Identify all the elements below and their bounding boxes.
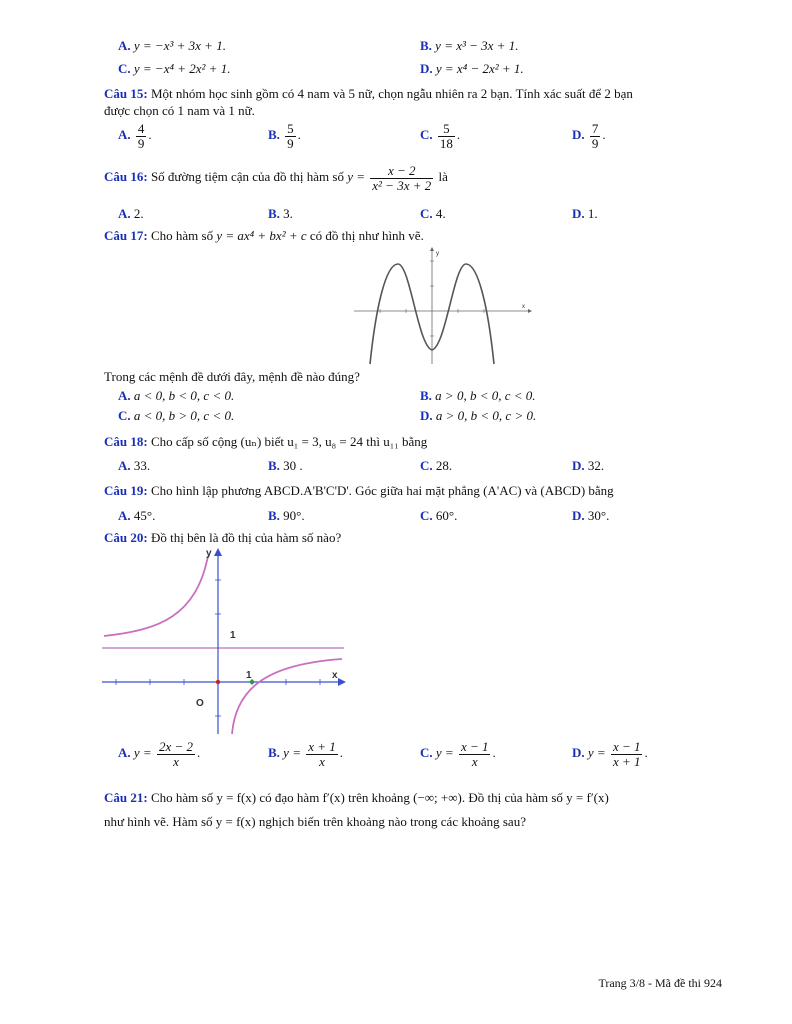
- question-text: Đồ thị bên là đồ thị của hàm số nào?: [150, 530, 342, 545]
- fraction: $\frac{2x - 2}{x}$: [158, 739, 193, 769]
- page-footer: Trang 3/8 - Mã đề thi 924: [598, 976, 722, 990]
- fraction: $\frac{4}{9}$: [137, 121, 145, 151]
- q16-option-c[interactable]: C. 4.: [420, 206, 446, 221]
- option-text: y = x³ − 3x + 1.: [435, 38, 519, 53]
- option-label: B.: [268, 127, 280, 143]
- q20-hyperbola-graph: [100, 546, 346, 736]
- q15-option-d[interactable]: D. $\frac{7}{9}$ .: [572, 121, 606, 151]
- q20-text: [104, 530, 341, 546]
- question-text-line2: như hình vẽ. Hàm số y = f(x) nghịch biến trên khoảng nào trong các khoảng sau?: [104, 814, 526, 829]
- fraction: $\frac{x + 1}{x}$: [308, 739, 336, 769]
- svg-text:x: x: [522, 304, 525, 310]
- question-text-line2: được chọn có 1 nam và 1 nữ.: [104, 103, 255, 118]
- question-number: Câu 17:: [104, 228, 148, 243]
- option-text: y = −x³ + 3x + 1.: [133, 38, 226, 53]
- q18-option-b[interactable]: B. 30 .: [268, 458, 303, 473]
- svg-text:y: y: [436, 251, 439, 257]
- q15-option-b[interactable]: B. $\frac{5}{9}$ .: [268, 121, 301, 151]
- option-label: A.: [118, 38, 131, 53]
- fraction: $\frac{5}{9}$: [287, 121, 294, 151]
- q14-option-b[interactable]: [420, 38, 518, 54]
- svg-text:1: 1: [230, 630, 236, 641]
- question-text: Cho hình lập phương ABCD.A'B'C'D'. Góc giữa hai mặt phẳng (A'AC) và (ABCD) bằng: [150, 483, 614, 498]
- question-number: Câu 15:: [104, 86, 148, 101]
- question-text-line1: Cho hàm số y = f(x) có đạo hàm f′(x) trên khoảng (−∞; +∞). Đồ thị của hàm số y = f′(x): [150, 790, 609, 805]
- q19-option-a[interactable]: A. 45°.: [118, 508, 156, 523]
- question-number: Câu 21:: [104, 790, 148, 805]
- q18-text: [104, 434, 427, 450]
- q17-prompt: Trong các mệnh đề dưới đây, mệnh đề nào đúng?: [104, 369, 360, 384]
- option-label: C.: [118, 61, 131, 76]
- q15-option-c[interactable]: C. $\frac{5}{18}$ .: [420, 121, 461, 151]
- q16-option-d[interactable]: D. 1.: [572, 206, 598, 221]
- q17-option-c[interactable]: C. a < 0, b > 0, c < 0.: [118, 408, 235, 423]
- option-label: D.: [572, 127, 585, 143]
- q17-option-a[interactable]: A. a < 0, b < 0, c < 0.: [118, 388, 235, 403]
- question-number: Câu 20:: [104, 530, 148, 545]
- q20-option-b[interactable]: B. y = $\frac{x + 1}{x}$ .: [268, 739, 344, 769]
- q14-option-d[interactable]: [420, 61, 524, 77]
- question-number: Câu 18:: [104, 434, 148, 449]
- question-number: Câu 19:: [104, 483, 148, 498]
- q15-text: [104, 85, 704, 119]
- q20-option-a[interactable]: A. y = $\frac{2x - 2}{x}$ .: [118, 739, 201, 769]
- question-text: Cho cấp số cộng (uₙ) biết u₁ = 3, u₈ = 24 thì u₁₁ bằng: [150, 434, 428, 449]
- question-number: Câu 16:: [104, 169, 148, 185]
- question-text-line1: Một nhóm học sinh gồm có 4 nam và 5 nữ, chọn ngẫu nhiên ra 2 bạn. Tính xác suất để 2 bạn: [150, 86, 633, 101]
- svg-text:x: x: [332, 670, 338, 681]
- svg-text:O: O: [196, 698, 204, 709]
- svg-text:y: y: [206, 548, 212, 559]
- q16-option-b[interactable]: B. 3.: [268, 206, 293, 221]
- left-branch: [104, 556, 208, 636]
- q14-option-a[interactable]: [118, 38, 226, 54]
- q19-option-d[interactable]: D. 30°.: [572, 508, 610, 523]
- q20-option-c[interactable]: C. y = $\frac{x - 1}{x}$ .: [420, 739, 496, 769]
- option-label: B.: [420, 38, 432, 53]
- q17-text: Câu 17: Cho hàm số y = ax⁴ + bx² + c có đồ thị như hình vẽ.: [104, 228, 424, 243]
- q16-text: Câu 16: Số đường tiệm cận của đồ thị hàm số y = $\frac{x - 2}{\text{x² − 3x + 2}}$ là: [104, 163, 448, 193]
- q17-quartic-graph: [352, 246, 532, 366]
- origin-point: [216, 680, 220, 684]
- option-label: A.: [118, 127, 131, 143]
- q18-option-c[interactable]: C. 28.: [420, 458, 453, 473]
- q19-option-c[interactable]: C. 60°.: [420, 508, 458, 523]
- option-text: y = x⁴ − 2x² + 1.: [435, 61, 524, 76]
- q17-option-d[interactable]: D. a > 0, b < 0, c > 0.: [420, 408, 537, 423]
- fraction: $\frac{x - 1}{x}$: [460, 739, 489, 769]
- fraction: $\frac{7}{9}$: [591, 121, 599, 151]
- question-text: Số đường tiệm cận của đồ thị hàm số: [150, 169, 344, 185]
- q19-option-b[interactable]: B. 90°.: [268, 508, 305, 523]
- q19-text: [104, 483, 614, 499]
- formula: y = ax⁴ + bx² + c: [216, 228, 307, 243]
- q15-option-a[interactable]: A. $\frac{4}{9}$ .: [118, 121, 152, 151]
- fraction: $\frac{5}{18}$: [439, 121, 453, 151]
- fraction: $\frac{x - 2}{\text{x² − 3x + 2}}$: [372, 163, 432, 193]
- q18-option-a[interactable]: A. 33.: [118, 458, 151, 473]
- q21-text: [104, 786, 724, 834]
- q20-option-d[interactable]: D. y = $\frac{x - 1}{x + 1}$ .: [572, 739, 648, 769]
- fraction: $\frac{x - 1}{x + 1}$: [612, 739, 641, 769]
- option-label: C.: [420, 127, 433, 143]
- q17-option-b[interactable]: B. a > 0, b < 0, c < 0.: [420, 388, 536, 403]
- svg-text:1: 1: [246, 670, 252, 681]
- option-text: y = −x⁴ + 2x² + 1.: [133, 61, 231, 76]
- q18-option-d[interactable]: D. 32.: [572, 458, 605, 473]
- q14-option-c[interactable]: [118, 61, 230, 77]
- q16-option-a[interactable]: A. 2.: [118, 206, 144, 221]
- option-label: D.: [420, 61, 433, 76]
